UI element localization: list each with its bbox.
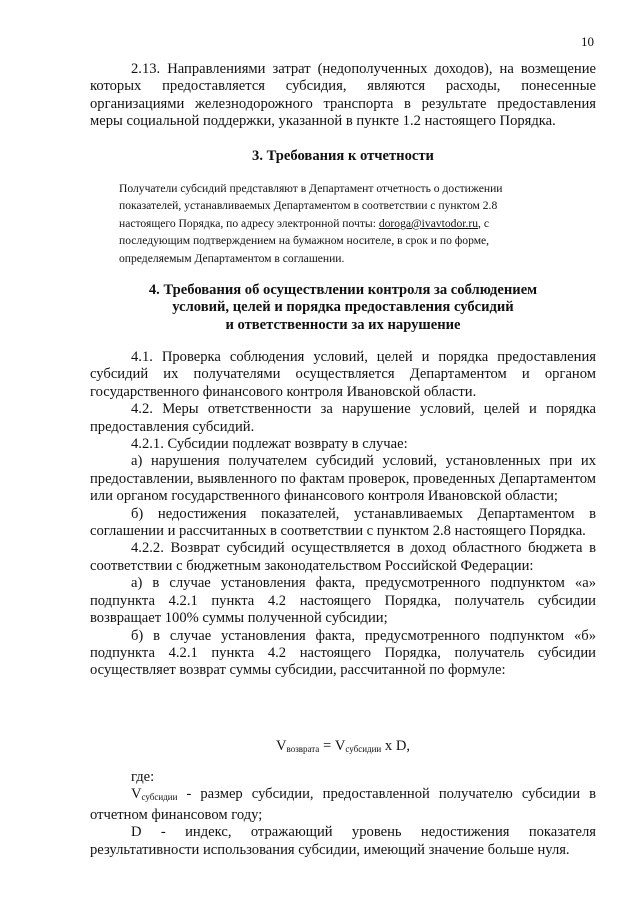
where-label: где: — [131, 769, 155, 785]
section-4-heading-line-1: 4. Требования об осуществлении контроля за соблюдением — [148, 282, 538, 298]
section-4-heading-line-2: условий, целей и порядка предоставления субсидий — [172, 299, 514, 316]
paragraph-4-2-1: 4.2.1. Субсидии подлежат возврату в случае: — [131, 436, 408, 453]
reporting-text-start: Получатели субсидий представляют в Департамент отчетность о достижении показателей, устанавливаемых Департаментом в соответствии с пунктом 2.8 настоящего Порядка, по адресу электронной почты: — [119, 182, 503, 230]
formula-v: V — [275, 738, 287, 754]
section-4-heading-line-3: и ответственности за их нарушение — [225, 316, 461, 333]
refund-formula — [90, 738, 596, 758]
formula-subscript-subsidy: субсидии — [345, 744, 382, 754]
email-link[interactable]: doroga@ivavtodor.ru — [378, 216, 479, 230]
paragraph-4-2-1-b: б) недостижения показателей, устанавливаемых Департаментом в соглашении и рассчитанных в соответствии с пунктом 2.8 настоящего Порядка. — [90, 505, 596, 540]
formula-subscript-refund: возврата — [286, 744, 320, 754]
reporting-paragraph — [119, 180, 549, 267]
paragraph-4-2-2-a: а) в случае установления факта, предусмотренного подпунктом «а» подпункта 4.2.1 пункта 4.2 настоящего Порядка, получатель субсидии возвращает 100% суммы полученной субсидии; — [90, 575, 596, 627]
paragraph-4-1: 4.1. Проверка соблюдения условий, целей и порядка предоставления субсидий их получателями осуществляется Департаментом и органом государственного финансового контроля Ивановской области. — [90, 349, 596, 400]
formula-tail: x D, — [381, 738, 411, 754]
paragraph-4-2-1-a: а) нарушения получателем субсидий условий, установленных при их предоставлении, выявленного по фактам проверок, проведенных Департаментом или органом государственного финансового контроля Ивановской области; — [90, 453, 596, 505]
page-number: 10 — [581, 34, 594, 49]
definition-d: D - индекс, отражающий уровень недостижения показателя результативности использования субсидии, имеющий значение больше нуля. — [90, 824, 596, 858]
paragraph-2-13: 2.13. Направлениями затрат (недополученных доходов), на возмещение которых предоставляется субсидия, являются расходы, понесенные организациями железнодорожного транспорта в результате предоставления меры социальной поддержки, указанной в пункте 1.2 настоящего Порядка. — [90, 61, 596, 130]
definition-v-subscript: субсидии — [141, 792, 178, 803]
definitions — [0, 769, 640, 859]
paragraph-4-2: 4.2. Меры ответственности за нарушение условий, целей и порядка предоставления субсидий. — [90, 401, 596, 435]
definition-v — [90, 786, 596, 824]
section-3-heading: 3. Требования к отчетности — [252, 148, 434, 164]
paragraph-4-2-2: 4.2.2. Возврат субсидий осуществляется в доход областного бюджета в соответствии с бюджетным законодательством Российской Федерации: — [90, 540, 596, 574]
section-4-body — [0, 349, 640, 680]
section-4-heading — [90, 282, 596, 334]
reporting-text-end: , с последующим подтверждением на бумажном носителе, в срок и по форме, определяемым Департаментом в соглашении. — [119, 216, 490, 265]
formula-equals: = V — [319, 738, 346, 754]
paragraph-4-2-2-b: б) в случае установления факта, предусмотренного подпунктом «б» подпункта 4.2.1 пункта 4.2 настоящего Порядка, получатель субсидии осуществляет возврат суммы субсидии, рассчитанной по формуле: — [90, 627, 596, 679]
definition-v-symbol: V — [131, 786, 142, 803]
definition-v-text: - размер субсидии, предоставленной получателю субсидии в отчетном финансовом году; — [90, 786, 596, 823]
